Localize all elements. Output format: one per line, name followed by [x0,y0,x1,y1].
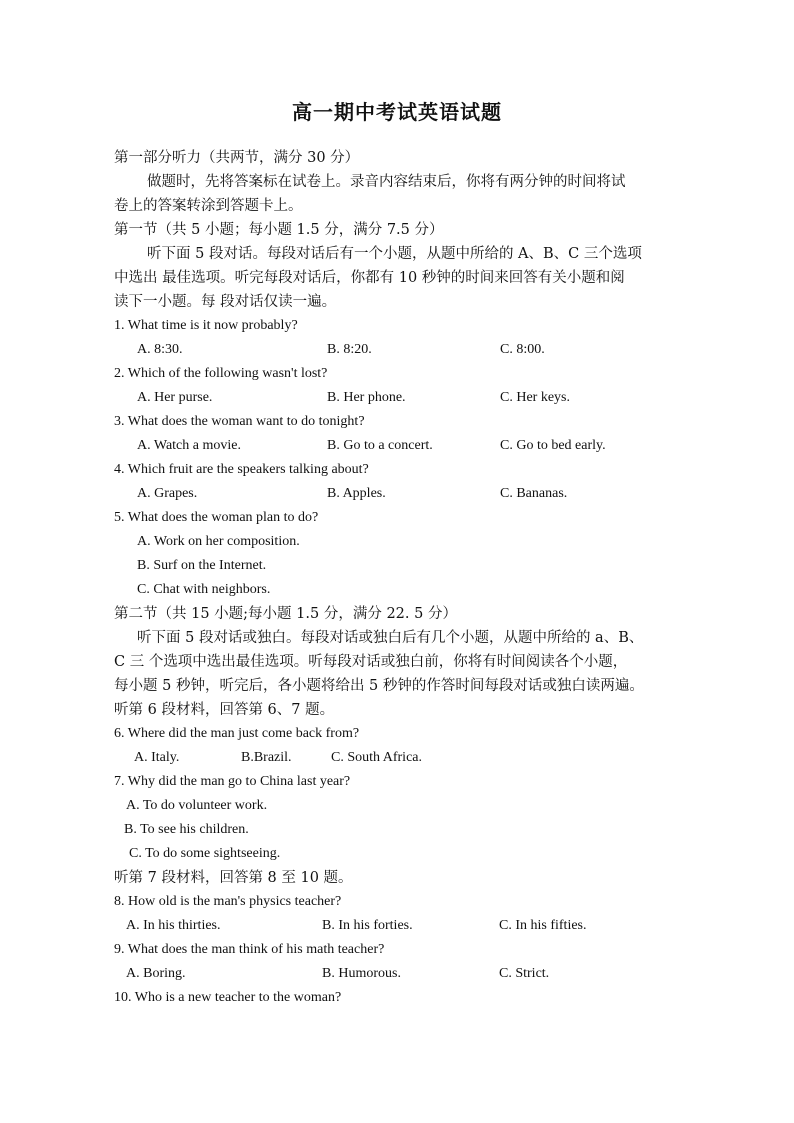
question-1-stem: 1. What time is it now probably? [114,318,298,333]
question-6-option-b: B.Brazil. [241,750,292,765]
question-1-option-b: B. 8:20. [327,342,372,357]
question-6-option-a: A. Italy. [134,750,180,765]
question-3-option-c: C. Go to bed early. [500,438,606,453]
question-3-stem: 3. What does the woman want to do tonight? [114,414,365,429]
question-6-stem: 6. Where did the man just come back from? [114,726,360,741]
question-8-stem: 8. How old is the man's physics teacher? [114,894,342,909]
question-2-option-a: A. Her purse. [137,390,213,405]
question-5-option-b: B. Surf on the Internet. [137,558,267,573]
part1-heading: 第一部分听力（共两节，满分 30 分） [114,150,360,166]
part1-intro-line2: 卷上的答案转涂到答题卡上。 [114,198,303,214]
question-7-option-a: A. To do volunteer work. [126,798,268,813]
question-3-option-b: B. Go to a concert. [327,438,433,453]
section2-heading: 第二节（共 15 小题;每小题 1.5 分，满分 22. 5 分） [114,606,457,622]
section1-instructions-line3: 读下一小题。每 段对话仅读一遍。 [114,294,337,310]
question-8-option-a: A. In his thirties. [126,918,221,933]
question-8-option-c: C. In his fifties. [499,918,587,933]
question-5-option-a: A. Work on her composition. [137,534,300,549]
question-2-stem: 2. Which of the following wasn't lost? [114,366,328,381]
question-9-stem: 9. What does the man think of his math teacher? [114,942,385,957]
question-9-option-b: B. Humorous. [322,966,401,981]
question-4-option-c: C. Bananas. [500,486,568,501]
section1-heading: 第一节（共 5 小题；每小题 1.5 分，满分 7.5 分） [114,222,444,238]
question-2-option-c: C. Her keys. [500,390,570,405]
question-1-option-c: C. 8:00. [500,342,545,357]
section2-instructions-line1: 听下面 5 段对话或独白。每段对话或独白后有几个小题，从题中所给的 a、B、 [137,630,644,646]
question-10-stem: 10. Who is a new teacher to the woman? [114,990,342,1005]
question-1-option-a: A. 8:30. [137,342,183,357]
section2-instructions-line2: C 三 个选项中选出最佳选项。听每段对话或独白前，你将有时间阅读各个小题， [114,654,628,670]
question-4-stem: 4. Which fruit are the speakers talking about? [114,462,369,477]
question-6-option-c: C. South Africa. [331,750,422,765]
question-7-option-b: B. To see his children. [124,822,249,837]
question-4-option-b: B. Apples. [327,486,386,501]
question-2-option-b: B. Her phone. [327,390,406,405]
section2-instructions-line3: 每小题 5 秒钟，听完后，各小题将给出 5 秒钟的作答时间每段对话或独白读两遍。 [114,678,644,694]
question-3-option-a: A. Watch a movie. [137,438,241,453]
page-title: 高一期中考试英语试题 [292,100,502,124]
section1-instructions-line1: 听下面 5 段对话。每段对话后有一个小题，从题中所给的 A、B、C 三个选项 [147,246,642,262]
part1-intro-line1: 做题时，先将答案标在试卷上。录音内容结束后，你将有两分钟的时间将试 [147,174,626,190]
question-4-option-a: A. Grapes. [137,486,198,501]
section1-instructions-line2: 中选出 最佳选项。听完每段对话后，你都有 10 秒钟的时间来回答有关小题和阅 [114,270,625,286]
question-7-option-c: C. To do some sightseeing. [129,846,281,861]
question-5-stem: 5. What does the woman plan to do? [114,510,319,525]
material-6-note: 听第 6 段材料，回答第 6、7 题。 [114,702,335,718]
question-9-option-c: C. Strict. [499,966,550,981]
question-9-option-a: A. Boring. [126,966,186,981]
material-7-note: 听第 7 段材料，回答第 8 至 10 题。 [114,870,353,886]
question-8-option-b: B. In his forties. [322,918,413,933]
question-7-stem: 7. Why did the man go to China last year? [114,774,351,789]
question-5-option-c: C. Chat with neighbors. [137,582,271,597]
